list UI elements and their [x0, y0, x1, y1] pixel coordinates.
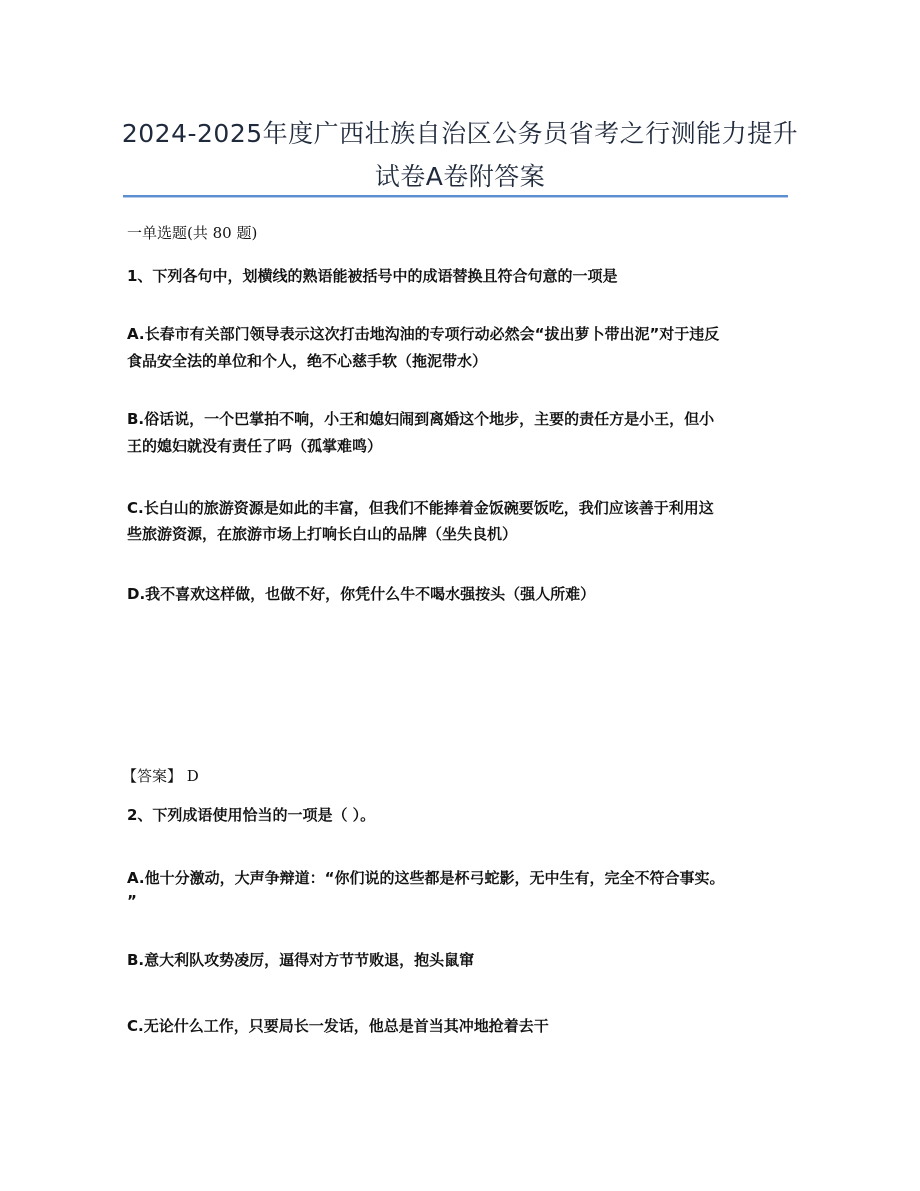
question-1-option-c-line1: C.长白山的旅游资源是如此的丰富，但我们不能捧着金饭碗要饭吃，我们应该善于利用这 [127, 499, 714, 517]
question-1-option-d: D.我不喜欢这样做，也做不好，你凭什么牛不喝水强按头（强人所难） [127, 585, 596, 603]
question-2-option-a-line2: ” [127, 892, 137, 910]
question-2-option-a-line1: A.他十分激动，大声争辩道：“你们说的这些都是杯弓蛇影，无中生有，完全不符合事实。 [127, 869, 725, 887]
question-1-option-c-line2: 些旅游资源，在旅游市场上打响长白山的品牌（坐失良机） [127, 525, 518, 543]
question-1-answer: 【答案】 D [122, 767, 199, 785]
question-1-option-b-line1: B.俗话说，一个巴掌拍不响，小王和媳妇闹到离婚这个地步，主要的责任方是小王，但小 [127, 410, 715, 428]
question-2-stem: 2、下列成语使用恰当的一项是（ ）。 [127, 806, 376, 824]
question-2-option-b: B.意大利队攻势凌厉，逼得对方节节败退，抱头鼠窜 [127, 951, 475, 969]
question-1-stem: 1、下列各句中，划横线的熟语能被括号中的成语替换且符合句意的一项是 [127, 267, 618, 285]
question-1-option-a-line2: 食品安全法的单位和个人，绝不心慈手软（拖泥带水） [127, 352, 488, 370]
section-heading: 一单选题(共 80 题) [127, 224, 258, 242]
question-1-option-a-line1: A.长春市有关部门领导表示这次打击地沟油的专项行动必然会“拔出萝卜带出泥”对于违反 [127, 325, 720, 343]
document-title-line2: 试卷A卷附答案 [374, 162, 546, 191]
question-2-option-c: C.无论什么工作，只要局长一发话，他总是首当其冲地抢着去干 [127, 1017, 549, 1035]
question-1-option-b-line2: 王的媳妇就没有责任了吗（孤掌难鸣） [127, 437, 383, 455]
title-divider [123, 195, 788, 198]
document-title-line1: 2024-2025年度广西壮族自治区公务员省考之行测能力提升 [121, 119, 799, 148]
